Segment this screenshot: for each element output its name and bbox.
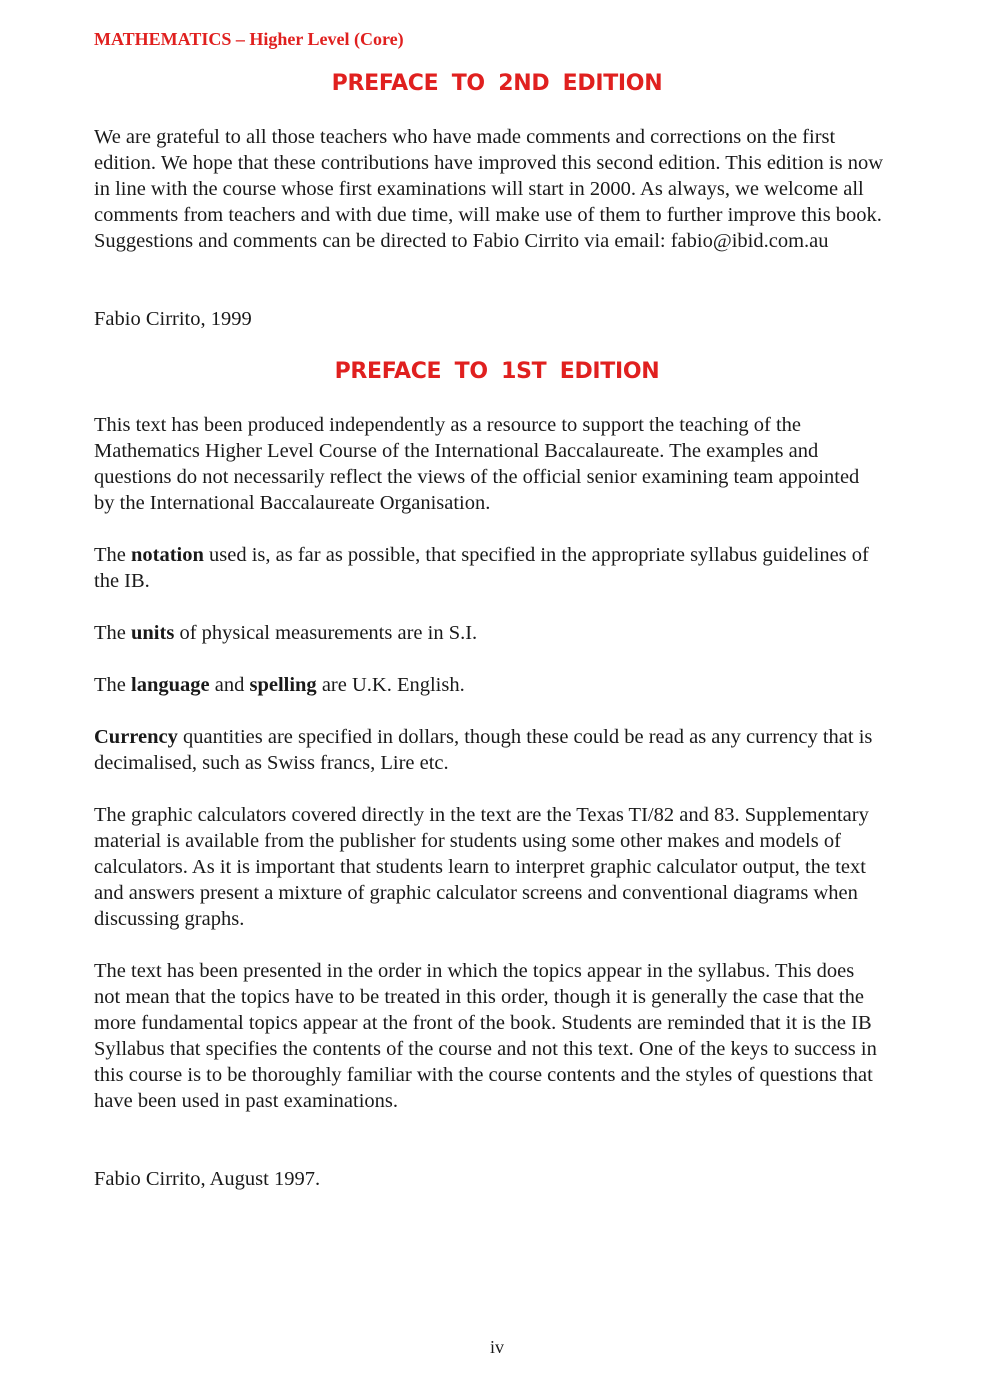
language-mid: and [209,674,250,696]
calculators-paragraph: The graphic calculators covered directly in the text are the Texas TI/82 and 83. Supplementary material is available from the publisher for students using some other makes and models of calculators. As it is important that students learn to interpret graphic calculator output, the text and answers present a mixture of graphic calculator screens and conventional diagrams when discussing graphs. [94,804,869,930]
order-paragraph: The text has been presented in the order in which the topics appear in the syllabus. This does not mean that the topics have to be treated in this order, though it is generally the case that the more fundamental topics appear at the front of the book. Students are reminded that it is the IB Syllabus that specifies the contents of the course and not this text. One of the keys to success in this course is to be thoroughly familiar with the course contents and the styles of questions that have been used in past examinations. [94,960,877,1112]
preface-1st-edition-heading: PREFACE TO 1ST EDITION [334,359,660,384]
preface-1st-intro: This text has been produced independently as a resource to support the teaching of the Mathematics Higher Level Course of the International Baccalaureate. The examples and questions do not necessarily reflect the views of the official senior examining team appointed by the International Baccalaureate Organisation. [94,414,860,514]
language-pre: The [94,674,131,696]
language-paragraph [94,672,884,698]
currency-paragraph [94,724,884,776]
units-paragraph [94,620,884,646]
notation-term: notation [131,544,204,566]
units-term: units [131,622,175,644]
units-pre: The [94,622,131,644]
currency-post: quantities are specified in dollars, though these could be read as any currency that is decimalised, such as Swiss francs, Lire etc. [94,726,873,774]
notation-post: used is, as far as possible, that specified in the appropriate syllabus guidelines of the IB. [94,544,869,592]
spelling-term: spelling [249,674,317,696]
currency-term: Currency [94,726,178,748]
preface-2nd-edition-heading: PREFACE TO 2ND EDITION [331,71,663,96]
language-post: are U.K. English. [316,674,465,696]
language-term: language [131,674,210,696]
page-number: iv [489,1337,504,1357]
notation-paragraph [94,542,884,594]
units-post: of physical measurements are in S.I. [174,622,478,644]
preface-2nd-body: We are grateful to all those teachers who have made comments and corrections on the first edition. We hope that these contributions have improved this second edition. This edition is now in line with the course whose first examinations will start in 2000. As always, we welcome all comments from teachers and with due time, will make use of them to further improve this book. Suggestions and comments can be directed to Fabio Cirrito via email: fabio@ibid.com.au [94,126,883,252]
preface-2nd-signature: Fabio Cirrito, 1999 [94,308,252,330]
notation-pre: The [94,544,131,566]
preface-1st-signature: Fabio Cirrito, August 1997. [94,1168,321,1190]
running-head: MATHEMATICS – Higher Level (Core) [94,29,404,49]
